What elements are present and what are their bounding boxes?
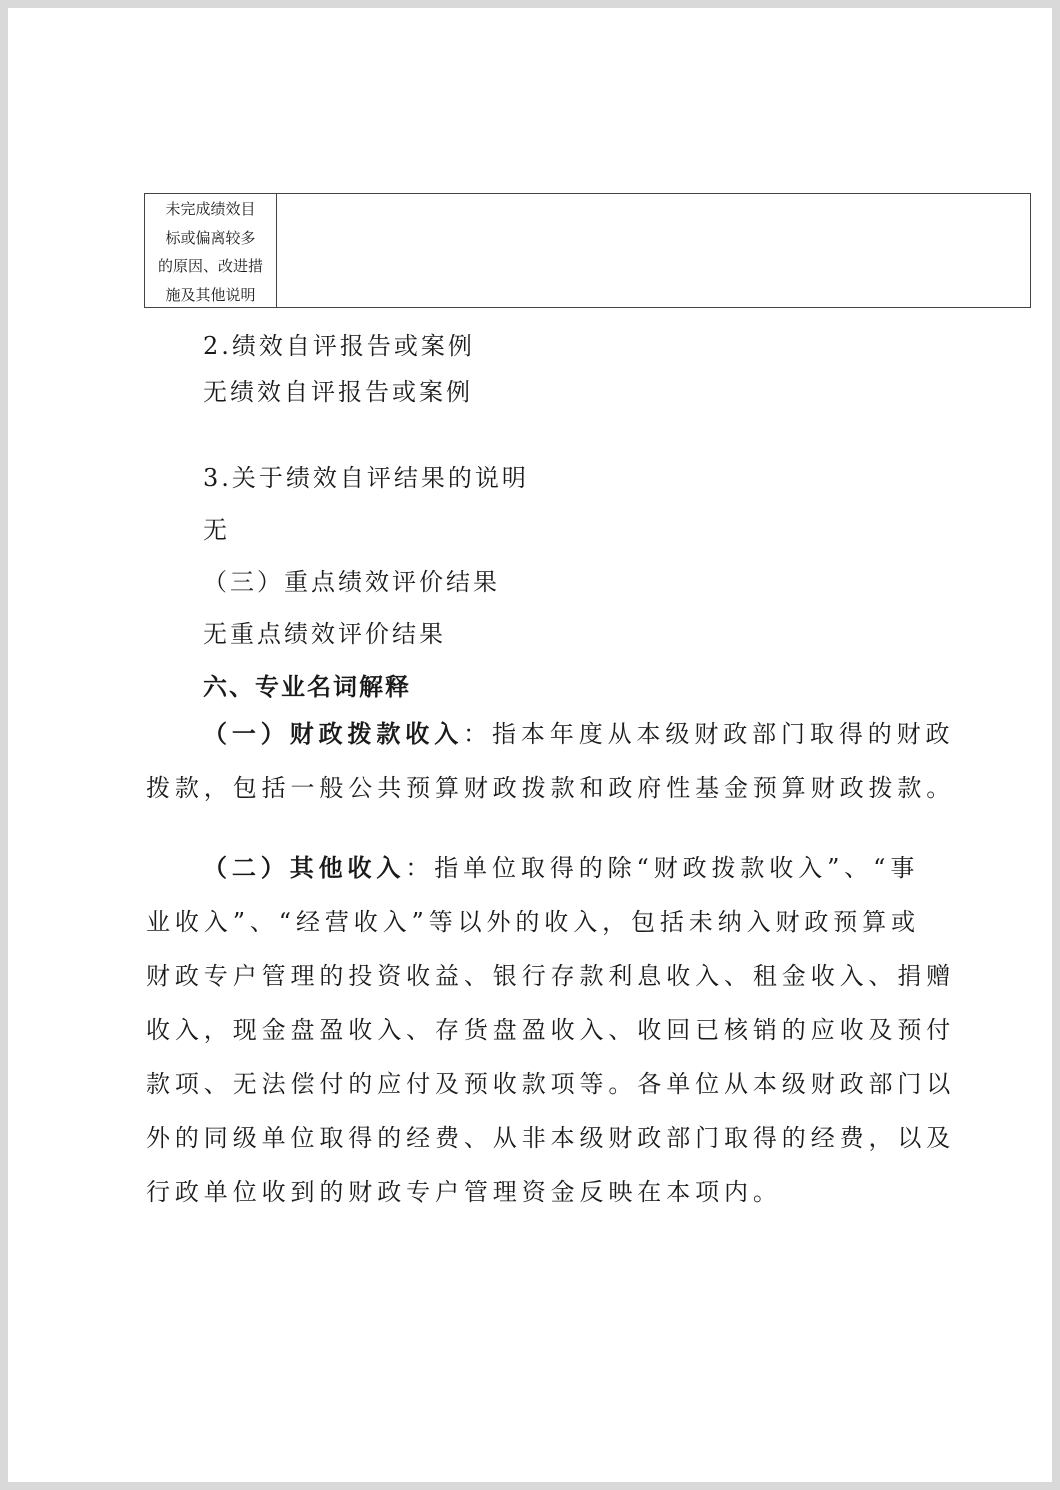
table-label-line: 标或偏离较多: [165, 228, 256, 247]
section-3-content: 无: [203, 516, 230, 544]
term-2-line: 财政专户管理的投资收益、银行存款利息收入、租金收入、捐赠: [146, 962, 956, 990]
term-2-line: 行政单位收到的财政专户管理资金反映在本项内。: [146, 1178, 782, 1206]
section-2-title: 2.绩效自评报告或案例: [203, 332, 475, 360]
term-1-first-line: [203, 714, 954, 749]
table-label-line: 的原因、改进措: [157, 257, 263, 275]
table-label-line: 施及其他说明: [165, 285, 256, 304]
section-6-title: 六、专业名词解释: [203, 672, 411, 701]
document-page: [8, 8, 1052, 1482]
table-value-cell: [277, 194, 1030, 307]
term-2-line: 指单位取得的除“财政拨款收入”、“事: [434, 854, 920, 882]
term-2-line: 外的同级单位取得的经费、从非本级财政部门取得的经费，以及: [146, 1124, 956, 1152]
performance-table: [144, 193, 1031, 308]
section-2-content: 无绩效自评报告或案例: [203, 378, 473, 406]
term-1-line: 指本年度从本级财政部门取得的财政: [492, 720, 955, 748]
term-2-line: 收入，现金盘盈收入、存货盘盈收入、收回已核销的应收及预付: [146, 1016, 956, 1044]
term-2-first-line: [203, 848, 919, 883]
table-label-cell: [145, 194, 277, 307]
term-1-line: 拨款，包括一般公共预算财政拨款和政府性基金预算财政拨款。: [146, 774, 956, 802]
term-2-line: 款项、无法偿付的应付及预收款项等。各单位从本级财政部门以: [146, 1070, 956, 1098]
term-2-line: 业收入”、“经营收入”等以外的收入，包括未纳入财政预算或: [146, 908, 921, 936]
section-3-title: 3.关于绩效自评结果的说明: [203, 464, 529, 492]
term-2-colon: ：: [405, 854, 435, 882]
term-1-colon: ：: [463, 720, 493, 748]
term-1-name: （一）财政拨款收入: [203, 719, 464, 748]
table-label-line: 未完成绩效目: [165, 200, 256, 218]
section-key-eval-content: 无重点绩效评价结果: [203, 620, 446, 648]
term-2-name: （二）其他收入: [203, 853, 406, 882]
section-key-eval-title: （三）重点绩效评价结果: [203, 568, 500, 596]
